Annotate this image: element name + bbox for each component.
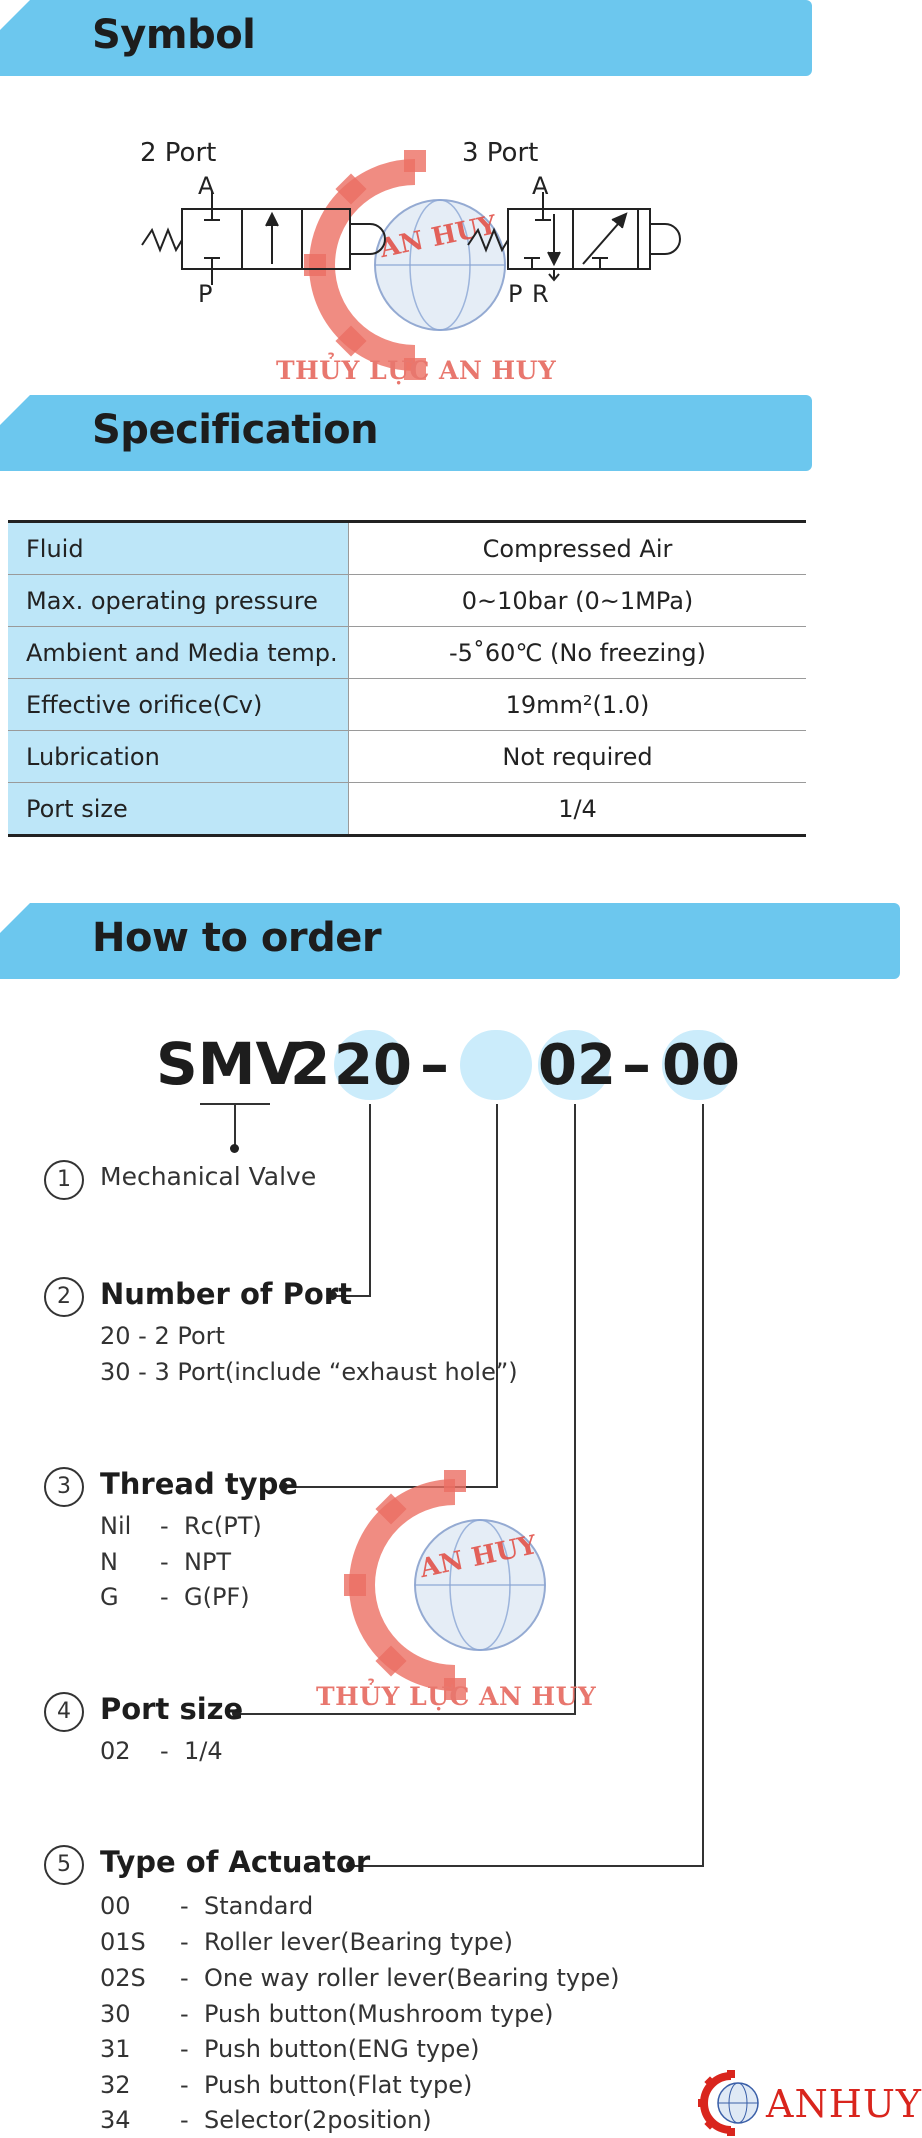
option-code: 00 <box>100 1892 131 1920</box>
spec-table <box>8 520 806 837</box>
table-row <box>8 731 806 783</box>
header-corner <box>0 395 30 425</box>
spec-key: Ambient and Media temp. <box>8 627 349 679</box>
item-number-1: 1 <box>44 1160 84 1200</box>
port3-label-r: R <box>532 280 549 308</box>
watermark-gear-icon <box>340 1470 570 1700</box>
option-desc: G(PF) <box>184 1583 250 1611</box>
port3-label-a: A <box>532 172 549 200</box>
item-title-port-size: Port size <box>100 1692 244 1726</box>
connector-line <box>574 1104 576 1714</box>
code-prefix: SMV <box>156 1030 301 1098</box>
option-dash: - <box>160 1548 169 1576</box>
code-part-number-of-port: 20 <box>334 1030 406 1100</box>
option-code: N <box>100 1548 118 1576</box>
option-desc: Selector(2position) <box>204 2106 432 2134</box>
option-desc: Push button(ENG type) <box>204 2035 480 2063</box>
option-dash: - <box>180 2035 189 2063</box>
code-dash: – <box>420 1030 449 1098</box>
specification-title: Specification <box>92 407 379 453</box>
option-code: 32 <box>100 2071 131 2099</box>
header-corner <box>0 0 30 30</box>
watermark-globe-text: AN HUY <box>377 210 500 265</box>
option-code: 30 <box>100 2000 131 2028</box>
option-dash: - <box>160 1583 169 1611</box>
spec-value: 19mm²(1.0) <box>349 679 807 731</box>
option-desc: One way roller lever(Bearing type) <box>204 1964 620 1992</box>
option-code: 01S <box>100 1928 146 1956</box>
table-row <box>8 679 806 731</box>
option-desc: Roller lever(Bearing type) <box>204 1928 514 1956</box>
item-title-mechanical-valve: Mechanical Valve <box>100 1162 317 1191</box>
port3-title: 3 Port <box>462 138 539 168</box>
item-title-type-of-actuator: Type of Actuator <box>100 1845 371 1879</box>
spec-key: Effective orifice(Cv) <box>8 679 349 731</box>
option-desc: Push button(Flat type) <box>204 2071 473 2099</box>
option-code: Nil <box>100 1512 132 1540</box>
port3-label-p: P <box>508 280 523 308</box>
option-line: 30 - 3 Port(include “exhaust hole”) <box>100 1358 518 1386</box>
spec-value: Compressed Air <box>349 522 807 575</box>
table-row <box>8 627 806 679</box>
watermark-text: THỦY LỰC AN HUY <box>276 356 557 385</box>
item-number-4: 4 <box>44 1692 84 1732</box>
specification-section-header <box>0 395 812 471</box>
spec-key: Port size <box>8 783 349 836</box>
option-code: G <box>100 1583 119 1611</box>
spec-value: 0~10bar (0~1MPa) <box>349 575 807 627</box>
option-dash: - <box>180 1928 189 1956</box>
spec-key: Max. operating pressure <box>8 575 349 627</box>
connector-line <box>496 1104 498 1487</box>
connector-line <box>236 1713 576 1715</box>
option-line: 20 - 2 Port <box>100 1322 225 1350</box>
option-desc: Push button(Mushroom type) <box>204 2000 554 2028</box>
option-dash: - <box>180 2071 189 2099</box>
code-dash: – <box>622 1030 651 1098</box>
option-desc: Standard <box>204 1892 314 1920</box>
header-corner <box>0 903 30 933</box>
anhuy-logo-text: ANHUY <box>766 2082 922 2126</box>
port2-label-p: P <box>198 280 213 308</box>
connector-line <box>350 1865 704 1867</box>
table-row <box>8 522 806 575</box>
option-dash: - <box>180 2000 189 2028</box>
table-row <box>8 783 806 836</box>
option-desc: Rc(PT) <box>184 1512 262 1540</box>
watermark-globe-text: AN HUY <box>417 1530 540 1585</box>
anhuy-logo-icon <box>698 2070 764 2136</box>
port2-title: 2 Port <box>140 138 217 168</box>
code-digit: 2 <box>290 1030 331 1098</box>
symbol-title: Symbol <box>92 12 256 58</box>
option-dash: - <box>160 1512 169 1540</box>
option-code: 02 <box>100 1737 131 1765</box>
option-dash: - <box>160 1737 169 1765</box>
spec-value: -5˚60℃ (No freezing) <box>349 627 807 679</box>
symbol-section-header <box>0 0 812 76</box>
connector-line <box>234 1103 236 1149</box>
item-number-5: 5 <box>44 1845 84 1885</box>
option-code: 34 <box>100 2106 131 2134</box>
port2-label-a: A <box>198 172 215 200</box>
spec-value: 1/4 <box>349 783 807 836</box>
how-to-order-title: How to order <box>92 915 382 961</box>
code-part-thread-type <box>460 1030 532 1100</box>
item-number-2: 2 <box>44 1277 84 1317</box>
item-title-thread-type: Thread type <box>100 1467 299 1501</box>
connector-dot <box>230 1144 239 1153</box>
option-dash: - <box>180 1964 189 1992</box>
spec-value: Not required <box>349 731 807 783</box>
spec-key: Lubrication <box>8 731 349 783</box>
option-desc: 1/4 <box>184 1737 223 1765</box>
option-code: 31 <box>100 2035 131 2063</box>
watermark-text: THỦY LỰC AN HUY <box>316 1682 597 1711</box>
spec-key: Fluid <box>8 522 349 575</box>
code-part-port-size: 02 <box>538 1030 610 1100</box>
how-to-order-section-header <box>0 903 900 979</box>
item-title-number-of-port: Number of Port <box>100 1277 352 1311</box>
item-number-3: 3 <box>44 1467 84 1507</box>
code-part-actuator: 00 <box>662 1030 734 1100</box>
connector-line <box>702 1104 704 1866</box>
connector-line <box>369 1104 371 1296</box>
option-code: 02S <box>100 1964 146 1992</box>
table-row <box>8 575 806 627</box>
option-dash: - <box>180 1892 189 1920</box>
option-desc: NPT <box>184 1548 232 1576</box>
option-dash: - <box>180 2106 189 2134</box>
